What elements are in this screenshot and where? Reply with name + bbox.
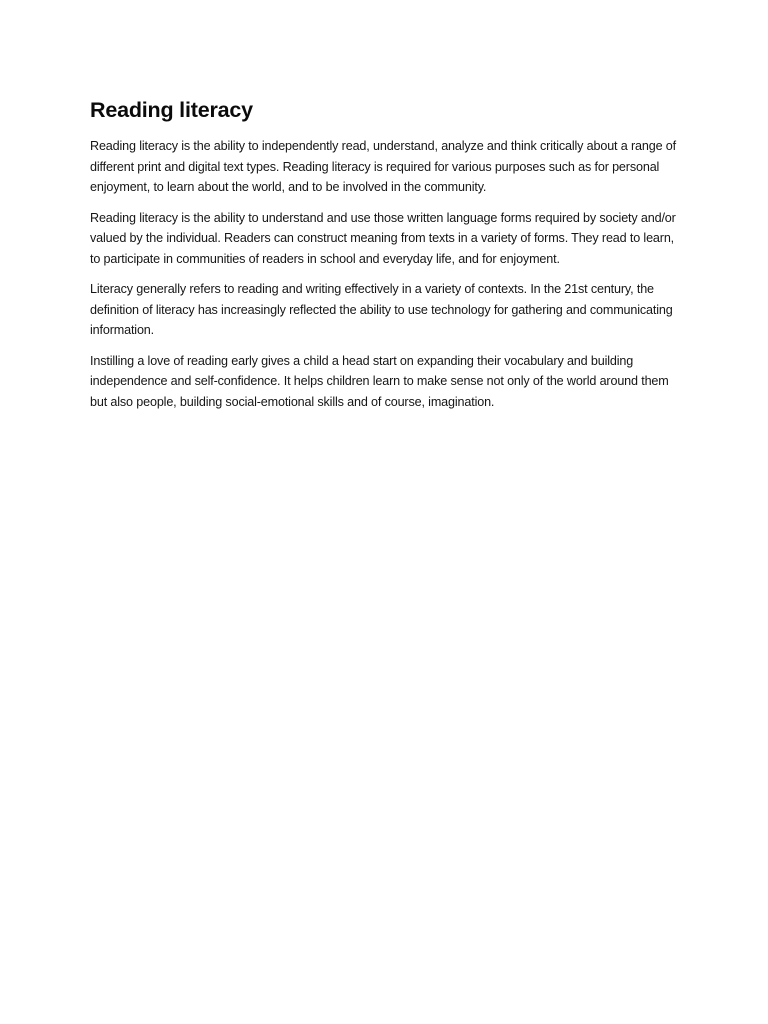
paragraph: Reading literacy is the ability to understand and use those written language forms required by society and/or valued by the individual. Readers can construct meaning from texts in a variety of forms. They read to learn, to participate in communities of readers in school and everyday life, and for enjoyment. [90, 210, 676, 266]
document-title: Reading literacy [90, 98, 253, 122]
paragraph: Instilling a love of reading early gives a child a head start on expanding their vocabulary and building independence and self-confidence. It helps children learn to make sense not only of the world around them but also people, building social-emotional skills and of course, imagination. [90, 353, 669, 409]
document-body [90, 95, 682, 422]
paragraph: Literacy generally refers to reading and writing effectively in a variety of contexts. In the 21st century, the definition of literacy has increasingly reflected the ability to use technology for gathering and communicating information. [90, 282, 673, 337]
paragraph: Reading literacy is the ability to independently read, understand, analyze and think critically about a range of different print and digital text types. Reading literacy is required for various purposes such as for personal enjoyment, to learn about the world, and to be involved in the community. [90, 139, 676, 194]
